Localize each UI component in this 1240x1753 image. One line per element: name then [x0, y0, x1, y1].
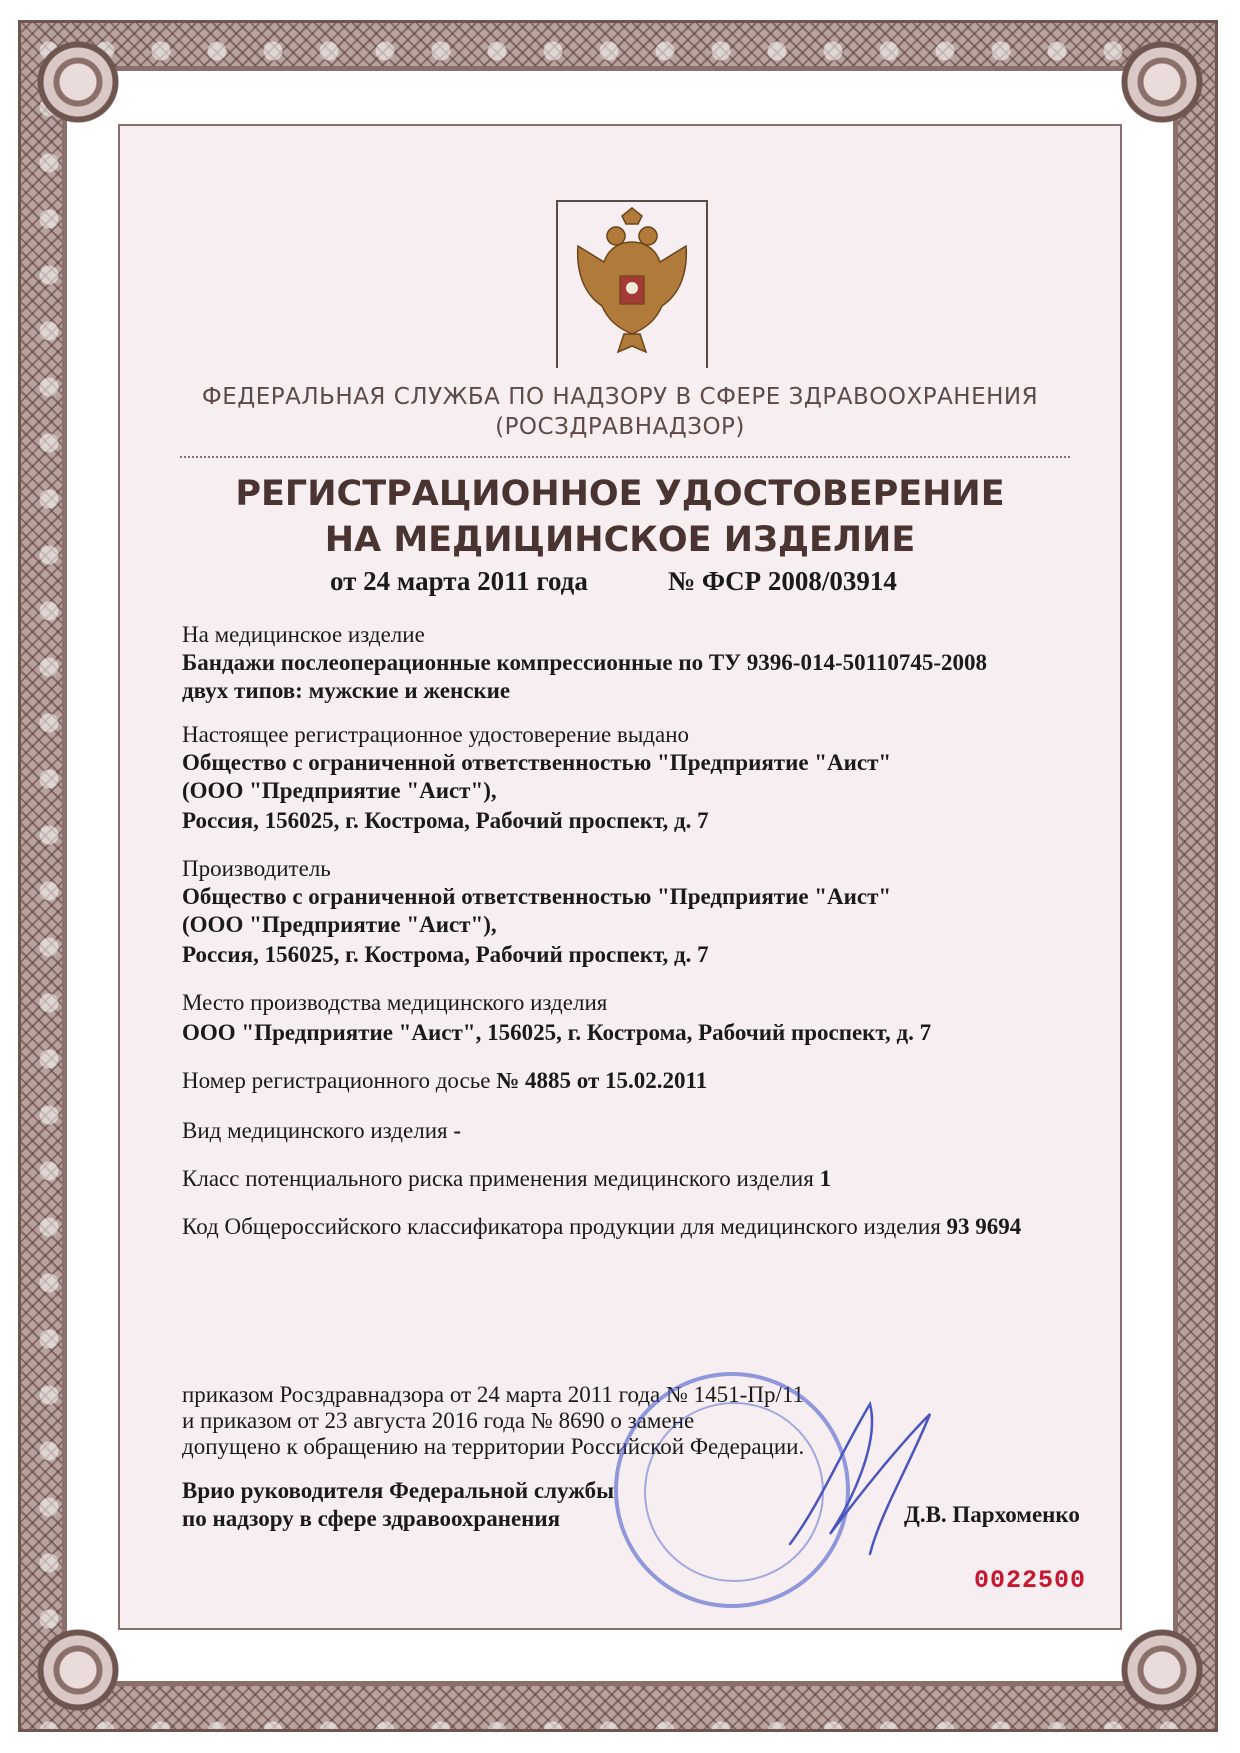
dossier-line [182, 1068, 707, 1094]
agency-name: ФЕДЕРАЛЬНАЯ СЛУЖБА ПО НАДЗОРУ В СФЕРЕ ЗДРАВООХРАНЕНИЯ [201, 384, 1039, 410]
double-headed-eagle-icon [558, 202, 706, 368]
okp-code-label: Код Общероссийского классификатора продукции для медицинского изделия [182, 1214, 941, 1239]
risk-class-value: 1 [819, 1166, 832, 1191]
divider [180, 456, 1070, 458]
device-type-value: - [453, 1118, 461, 1143]
manufacturer-address: Россия, 156025, г. Кострома, Рабочий проспект, д. 7 [182, 942, 709, 967]
issued-to-label: Настоящее регистрационное удостоверение выдано [182, 722, 689, 747]
document-subtitle: НА МЕДИЦИНСКОЕ ИЗДЕЛИЕ [324, 520, 916, 560]
corner-ornament-icon [30, 34, 126, 130]
serial-number: 0022500 [974, 1566, 1087, 1595]
corner-ornament-icon [1114, 34, 1210, 130]
dossier-value: № 4885 от 15.02.2011 [496, 1068, 708, 1093]
okp-code-line [182, 1214, 1021, 1240]
okp-code-value: 93 9694 [946, 1214, 1022, 1239]
emblem-frame [556, 200, 708, 368]
handwritten-signature [760, 1384, 950, 1564]
agency-abbreviation: (РОСЗДРАВНАДЗОР) [495, 414, 745, 440]
risk-class-label: Класс потенциального риска применения медицинского изделия [182, 1166, 814, 1191]
corner-ornament-icon [1114, 1622, 1210, 1718]
production-site-label: Место производства медицинского изделия [182, 990, 608, 1015]
issued-to-short-name: (ООО "Предприятие "Аист"), [182, 778, 497, 803]
signatory-name: Д.В. Пархоменко [904, 1502, 1080, 1527]
order-line: приказом Росздравнадзора от 24 марта 2011 года № 1451-Пр/11 [182, 1382, 804, 1407]
manufacturer-company: Общество с ограниченной ответственностью "Предприятие "Аист" [182, 884, 892, 909]
device-type-line [182, 1118, 461, 1144]
signatory-title: Врио руководителя Федеральной службы [182, 1478, 615, 1503]
document-title: РЕГИСТРАЦИОННОЕ УДОСТОВЕРЕНИЕ [235, 474, 1005, 514]
device-name: Бандажи послеоперационные компрессионные по ТУ 9396-014-50110745-2008 [182, 650, 987, 675]
device-name-continued: двух типов: мужские и женские [182, 678, 511, 703]
corner-ornament-icon [30, 1622, 126, 1718]
device-label: На медицинское изделие [182, 622, 425, 647]
signatory-title-continued: по надзору в сфере здравоохранения [182, 1506, 561, 1531]
issued-to-company: Общество с ограниченной ответственностью "Предприятие "Аист" [182, 750, 892, 775]
certificate-number: № ФСР 2008/03914 [668, 566, 897, 596]
dossier-label: Номер регистрационного досье [182, 1068, 491, 1093]
device-type-label: Вид медицинского изделия [182, 1118, 448, 1143]
manufacturer-short-name: (ООО "Предприятие "Аист"), [182, 912, 497, 937]
manufacturer-label: Производитель [182, 856, 331, 881]
production-site-value: ООО "Предприятие "Аист", 156025, г. Кострома, Рабочий проспект, д. 7 [182, 1020, 932, 1045]
risk-class-line [182, 1166, 831, 1192]
circulation-permission: допущено к обращению на территории Российской Федерации. [182, 1434, 805, 1459]
issued-to-address: Россия, 156025, г. Кострома, Рабочий проспект, д. 7 [182, 808, 709, 833]
order-replacement-line: и приказом от 23 августа 2016 года № 8690 о замене [182, 1408, 695, 1433]
issue-date: от 24 марта 2011 года [330, 566, 588, 596]
